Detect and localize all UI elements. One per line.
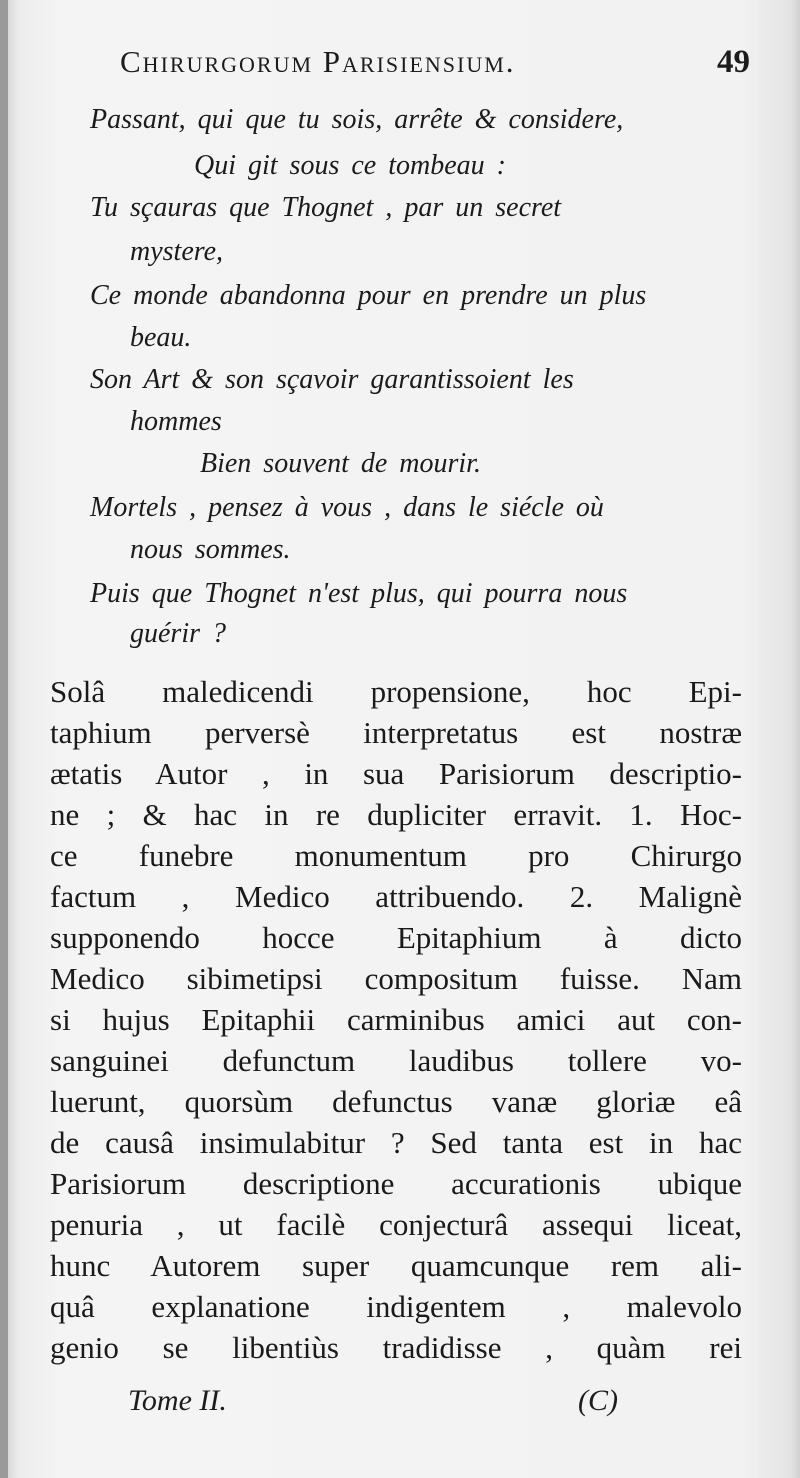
poem-line: nous sommes. <box>130 534 291 565</box>
poem-line: Ce monde abandonna pour en prendre un plus <box>90 280 647 311</box>
poem-line: Qui git sous ce tombeau : <box>194 150 506 181</box>
volume-signature: Tome II. <box>128 1384 227 1417</box>
prose-line: quâ explanatione indigentem , malevolo <box>50 1289 742 1324</box>
prose-line: ætatis Autor , in sua Parisiorum descriptio- <box>50 756 742 791</box>
poem-line: mystere, <box>130 236 224 267</box>
prose-line: genio se libentiùs tradidisse , quàm rei <box>50 1330 742 1365</box>
running-title: Chirurgorum Parisiensium. <box>120 44 516 79</box>
poem-line: Son Art & son sçavoir garantissoient les <box>90 364 574 395</box>
prose-line: ce funebre monumentum pro Chirurgo <box>50 838 742 873</box>
prose-line: sanguinei defunctum laudibus tollere vo- <box>50 1043 742 1078</box>
prose-line: factum , Medico attribuendo. 2. Malignè <box>50 879 742 914</box>
running-head <box>120 44 750 88</box>
poem-line: Puis que Thognet n'est plus, qui pourra nous <box>90 578 628 609</box>
poem-line: beau. <box>130 322 192 353</box>
prose-line: hunc Autorem super quamcunque rem ali- <box>50 1248 742 1283</box>
prose-line: taphium perversè interpretatus est nostræ <box>50 715 742 750</box>
prose-line: Medico sibimetipsi compositum fuisse. Nam <box>50 961 742 996</box>
prose-line: de causâ insimulabitur ? Sed tanta est in hac <box>50 1125 742 1160</box>
prose-line: Solâ maledicendi propensione, hoc Epi- <box>50 674 742 709</box>
gathering-mark: (C) <box>578 1384 618 1417</box>
poem-line: Bien souvent de mourir. <box>200 448 481 479</box>
prose-line: ne ; & hac in re dupliciter erravit. 1. Hoc- <box>50 797 742 832</box>
prose-line: si hujus Epitaphii carminibus amici aut con- <box>50 1002 742 1037</box>
prose-line: luerunt, quorsùm defunctus vanæ gloriæ eâ <box>50 1084 742 1119</box>
page-number: 49 <box>717 44 750 80</box>
poem-line: guérir ? <box>130 618 226 649</box>
prose-line: Parisiorum descriptione accurationis ubique <box>50 1166 742 1201</box>
prose-line: supponendo hocce Epitaphium à dicto <box>50 920 742 955</box>
prose-line: penuria , ut facilè conjecturâ assequi liceat, <box>50 1207 742 1242</box>
footer <box>128 1384 618 1424</box>
poem-line: hommes <box>130 406 222 437</box>
poem-line: Passant, qui que tu sois, arrête & considere, <box>90 104 624 135</box>
poem-line: Mortels , pensez à vous , dans le siécle où <box>90 492 604 523</box>
page-left-edge <box>0 0 8 1478</box>
poem-line: Tu sçauras que Thognet , par un secret <box>90 192 562 223</box>
